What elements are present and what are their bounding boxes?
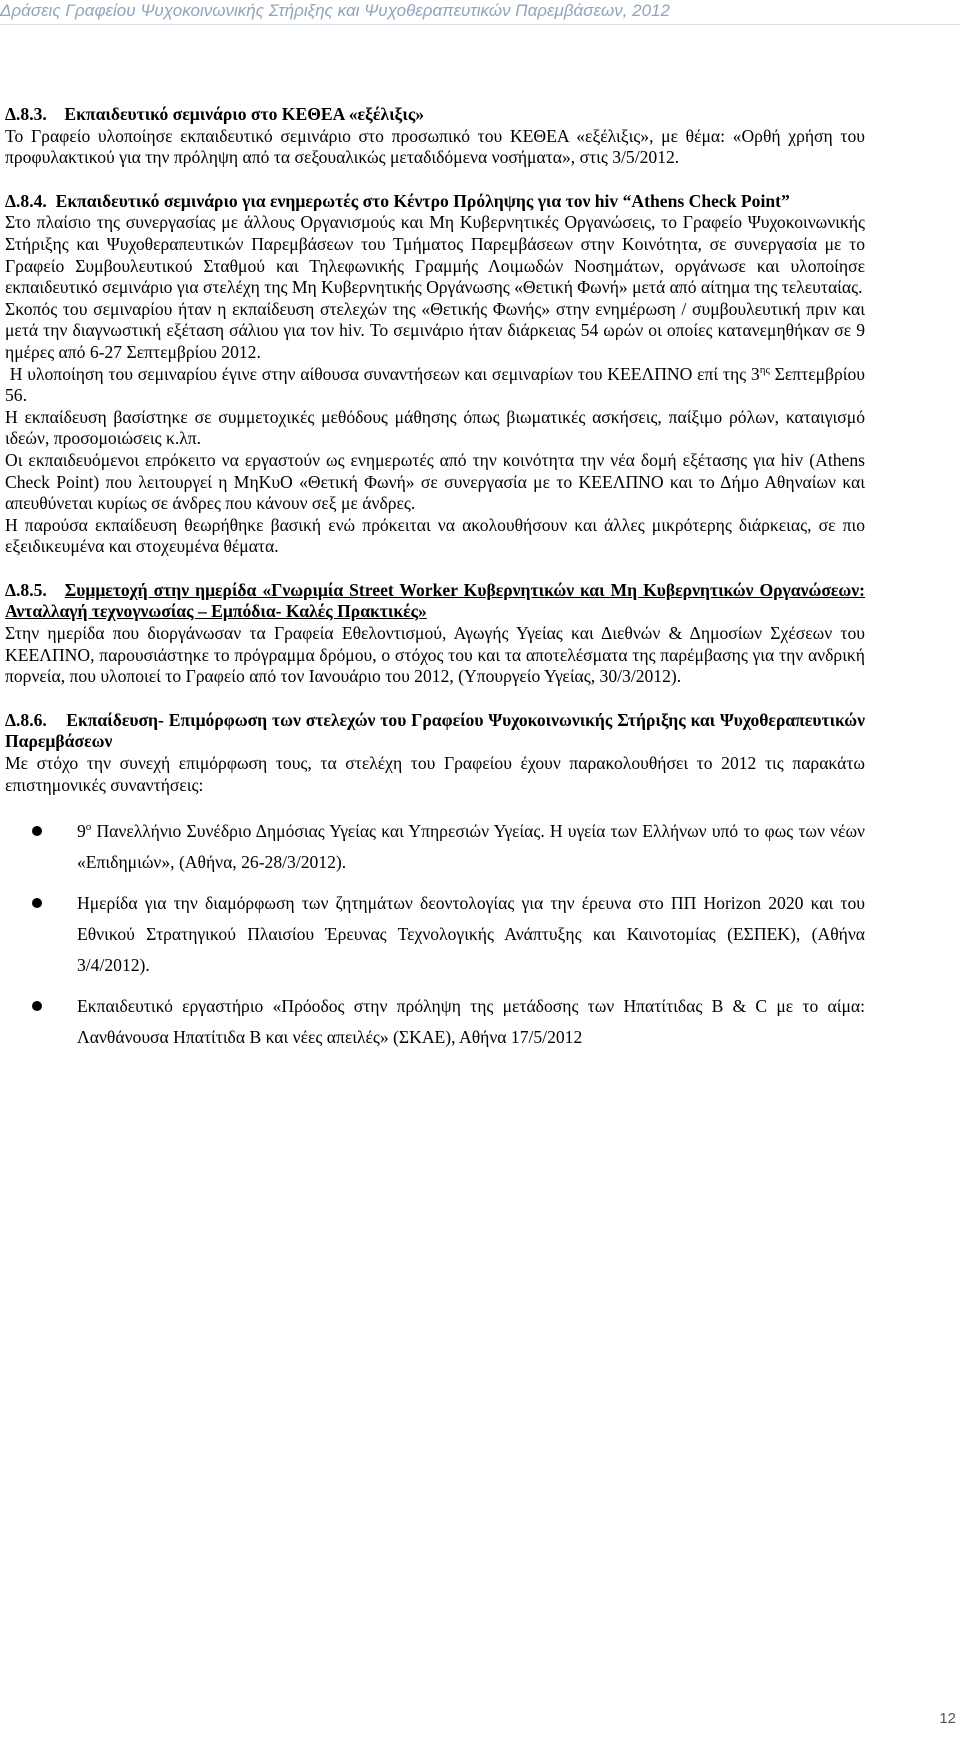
bullet-icon xyxy=(32,898,42,908)
page-number: 12 xyxy=(939,1710,956,1727)
section-8-4-title: Εκπαιδευτικό σεμινάριο για ενημερωτές στο Κέντρο Πρόληψης για τον hiv “Athens Check Point” xyxy=(55,190,790,211)
header-divider xyxy=(0,24,960,25)
section-8-6-title: Εκπαίδευση- Επιμόρφωση των στελεχών του Γραφείου Ψυχοκοινωνικής Στήριξης και Ψυχοθεραπευτικών Παρεμβάσεων xyxy=(5,709,866,752)
conference-list xyxy=(5,816,865,1053)
section-8-4-paragraph-1: Στο πλαίσιο της συνεργασίας με άλλους Οργανισμούς και Μη Κυβερνητικές Οργανώσεις, το Γραφείο Ψυχοκοινωνικής Στήριξης και Ψυχοθεραπευτικών Παρεμβάσεων του Τμήματος Παρεμβάσεων στην Κοινότητα, σε συνεργασία με το Γραφείο Συμβουλευτικού Σταθμού και Τηλεφωνικής Γραμμής Λοιμωδών Νοσημάτων, οργάνωσε και υλοποίησε εκπαιδευτικό σεμινάριο για στελέχη της Μη Κυβερνητικής Οργάνωσης «Θετική Φωνή» μετά από αίτημα της τελευταίας. xyxy=(5,212,865,298)
bullet-icon xyxy=(32,826,42,836)
section-8-6-number: Δ.8.6. xyxy=(5,709,47,730)
page-header: Δράσεις Γραφείου Ψυχοκοινωνικής Στήριξης και Ψυχοθεραπευτικών Παρεμβάσεων, 2012 xyxy=(0,1,670,20)
section-8-6-heading xyxy=(5,710,865,753)
section-8-4-p3-end: Σεπτεμβρίου 56. xyxy=(5,363,865,406)
section-8-6-paragraph: Με στόχο την συνεχή επιμόρφωση τους, τα στελέχη του Γραφείου έχουν παρακολουθήσει το 2012 τις παρακάτω επιστημονικές συναντήσεις: xyxy=(5,753,865,795)
section-8-4-paragraph-3 xyxy=(5,364,865,407)
bullet-icon xyxy=(32,1001,42,1011)
list-item: Ημερίδα για την διαμόρφωση των ζητημάτων δεοντολογίας για την έρευνα στο ΠΠ Horizon 2020 και του Εθνικού Στρατηγικού Πλαισίου Έρευνας Τεχνολογικής Ανάπτυξης και Καινοτομίας (ΕΣΠΕΚ), (Αθήνα 3/4/2012). xyxy=(5,888,865,981)
section-8-4-paragraph-6: Η παρούσα εκπαίδευση θεωρήθηκε βασική ενώ πρόκειται να ακολουθήσουν και άλλες μικρότερης διάρκειας, σε πιο εξειδικευμένα και στοχευμένα θέματα. xyxy=(5,514,865,557)
list-item: $9^o$ Πανελλήνιο Συνέδριο Δημόσιας Υγείας και Υπηρεσιών Υγείας. Η υγεία των Ελλήνων υπό το φως των νέων «Επιδημιών», (Αθήνα, 26-28/3/2012). xyxy=(5,816,865,878)
section-8-4-number: Δ.8.4. xyxy=(5,190,47,211)
section-8-3-number: Δ.8.3. xyxy=(5,104,47,124)
ordinal-suffix: ο xyxy=(85,821,92,834)
section-8-5-paragraph: Στην ημερίδα που διοργάνωσαν τα Γραφεία Εθελοντισμού, Αγωγής Υγείας και Διεθνών & Δημοσίων Σχέσεων του ΚΕΕΛΠΝΟ, παρουσιάστηκε το πρόγραμμα δρόμου, ο στόχος του και τα αποτελέσματα της παρέμβασης για την ανδρική πορνεία, που υλοποιεί το Γραφείο από τον Ιανουάριο του 2012, (Υπουργείο Υγείας, 30/3/2012). xyxy=(5,623,865,687)
section-8-3-title: Εκπαιδευτικό σεμινάριο στο ΚΕΘΕΑ «εξέλιξις» xyxy=(64,104,425,124)
section-8-5-number: Δ.8.5. xyxy=(5,579,47,600)
ordinal-suffix: ης xyxy=(759,363,770,376)
section-8-4-paragraph-4: Η εκπαίδευση βασίστηκε σε συμμετοχικές μεθόδους μάθησης όπως βιωματικές ασκήσεις, παίξιμο ρόλων, καταιγισμό ιδεών, προσομοιώσεις κ.λπ. xyxy=(5,406,865,449)
section-8-3-heading xyxy=(5,104,865,126)
document-body xyxy=(5,104,865,1063)
section-8-4-heading xyxy=(5,191,865,213)
section-8-5-heading xyxy=(5,580,865,623)
section-8-4-paragraph-5: Οι εκπαιδευόμενοι επρόκειτο να εργαστούν ως ενημερωτές από την κοινότητα την νέα δομή εξέτασης για hiv (Athens Check Point) που λειτουργεί η ΜηΚυΟ «Θετική Φωνή» σε συνεργασία με το ΚΕΕΛΠΝΟ και το Δήμο Αθηναίων και απευθύνεται κυρίως σε άνδρες που κάνουν σεξ με άνδρες. xyxy=(5,449,865,514)
section-8-4-paragraph-2: Σκοπός του σεμιναρίου ήταν η εκπαίδευση στελεχών της «Θετικής Φωνής» στην ενημέρωση / συμβουλευτική πριν και μετά την διαγνωστική εξέταση σάλιου για τον hiv. Το σεμινάριο ήταν διάρκειας 54 ωρών οι οποίες κατανεμηθήκαν σε 9 ημέρες από 6-27 Σεπτεμβρίου 2012. xyxy=(5,298,865,362)
section-8-5-title: Συμμετοχή στην ημερίδα «Γνωριμία Street Worker Κυβερνητικών και Μη Κυβερνητικών Οργανώσεων: Ανταλλαγή τεχνογνωσίας – Εμπόδια- Καλές Πρακτικές» xyxy=(5,579,865,622)
section-8-4-p3-start: Η υλοποίηση του σεμιναρίου έγινε στην αίθουσα συναντήσεων και σεμιναρίων του ΚΕΕΛΠΝΟ επί της 3 xyxy=(9,363,760,384)
section-8-3-paragraph: Το Γραφείο υλοποίησε εκπαιδευτικό σεμινάριο στο προσωπικό του ΚΕΘΕΑ «εξέλιξις», με θέμα: «Ορθή χρήση του προφυλακτικού για την πρόληψη από τα σεξουαλικώς μεταδιδόμενα νοσήματα», στις 3/5/2012. xyxy=(5,125,865,168)
list-item: Εκπαιδευτικό εργαστήριο «Πρόοδος στην πρόληψη της μετάδοσης των Ηπατίτιδας B & C με το αίμα: Λανθάνουσα Ηπατίτιδα B και νέες απειλές» (ΣΚΑΕ), Αθήνα 17/5/2012 xyxy=(5,991,865,1053)
